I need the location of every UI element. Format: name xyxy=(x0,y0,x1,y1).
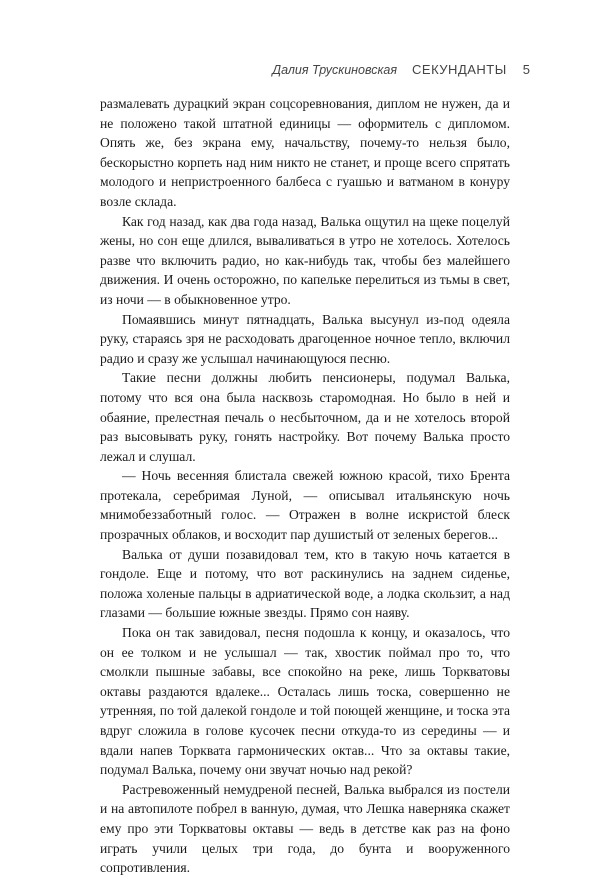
body-text xyxy=(100,94,510,878)
paragraph: Растревоженный немудреной песней, Валька выбрался из постели и на автопилоте побрел в ванную, думая, что Лешка наверняка скажет ему про эти Торкватовы октавы — ведь в детстве как раз на фоно играть учили целых три года, до бунта и вооруженного сопротивления. xyxy=(100,781,510,876)
paragraph: Как год назад, как два года назад, Валька ощутил на щеке поцелуй жены, но сон еще длился, вываливаться в утро не хотелось. Хотелось разве что включить радио, но как-нибудь так, чтобы без малейшего движения. И очень осторожно, по капельке перелиться из тьмы в свет, из ночи — в обыкновенное утро. xyxy=(100,213,510,307)
paragraph: — Ночь весенняя блистала свежей южною красой, тихо Брента протекала, серебримая Луной, — описывал итальянскую ночь мнимобеззаботный голос. — Отражен в волне искристой блеск прозрачных облаков, и восходит пар душистый от зеленых берегов... xyxy=(100,468,510,543)
header-title: СЕКУНДАНТЫ xyxy=(412,62,507,77)
paragraph: Пока он так завидовал, песня подошла к концу, и оказалось, что он ее толком и не услышал — так, хвостик поймал про то, что смолкли пышные забавы, все спокойно на реке, лишь Торкватовы октавы раздаются вдалеке... Осталась лишь тоска, совершенно не утренняя, по той далекой гондоле и той поющей женщине, и тоска эта вдруг сложила в голове кусочек песни откуда-то из середины — и вдали напев Торквата гармонических октав... Что за октавы такие, подумал Валька, почему они звучат ночью над рекой? xyxy=(100,625,510,778)
paragraph: размалевать дурацкий экран соцсоревнования, диплом не нужен, да и не положено такой штатной единицы — оформитель с дипломом. Опять же, без экрана ему, начальству, почему-то нельзя было, бескорыстно корпеть над ним никто не станет, и проще всего спрятать молодого и непристроенного балбеса с гуашью и ватманом в конуру возле склада. xyxy=(100,96,510,209)
paragraph: Помаявшись минут пятнадцать, Валька высунул из-под одеяла руку, стараясь зря не расходовать драгоценное ночное тепло, включил радио и сразу же услышал начинающуюся песню. xyxy=(100,311,510,366)
page-number: 5 xyxy=(522,62,530,77)
paragraph: Валька от души позавидовал тем, кто в такую ночь катается в гондоле. Еще и потому, что вот раскинулись на заднем сиденье, положа холеные пальцы в адриатической воде, а лодка скользит, а над глазами — большие южные звезды. Прямо сон наяву. xyxy=(100,546,510,621)
paragraph: Такие песни должны любить пенсионеры, подумал Валька, потому что вся она была насквозь старомодная. Но было в ней и обаяние, прелестная печаль о несбыточном, да и не хотелось второй раз высовывать руку, гонять настройку. Вот почему Валька просто лежал и слушал. xyxy=(100,370,510,464)
running-header xyxy=(272,62,530,77)
header-author: Далия Трускиновская xyxy=(272,63,398,77)
